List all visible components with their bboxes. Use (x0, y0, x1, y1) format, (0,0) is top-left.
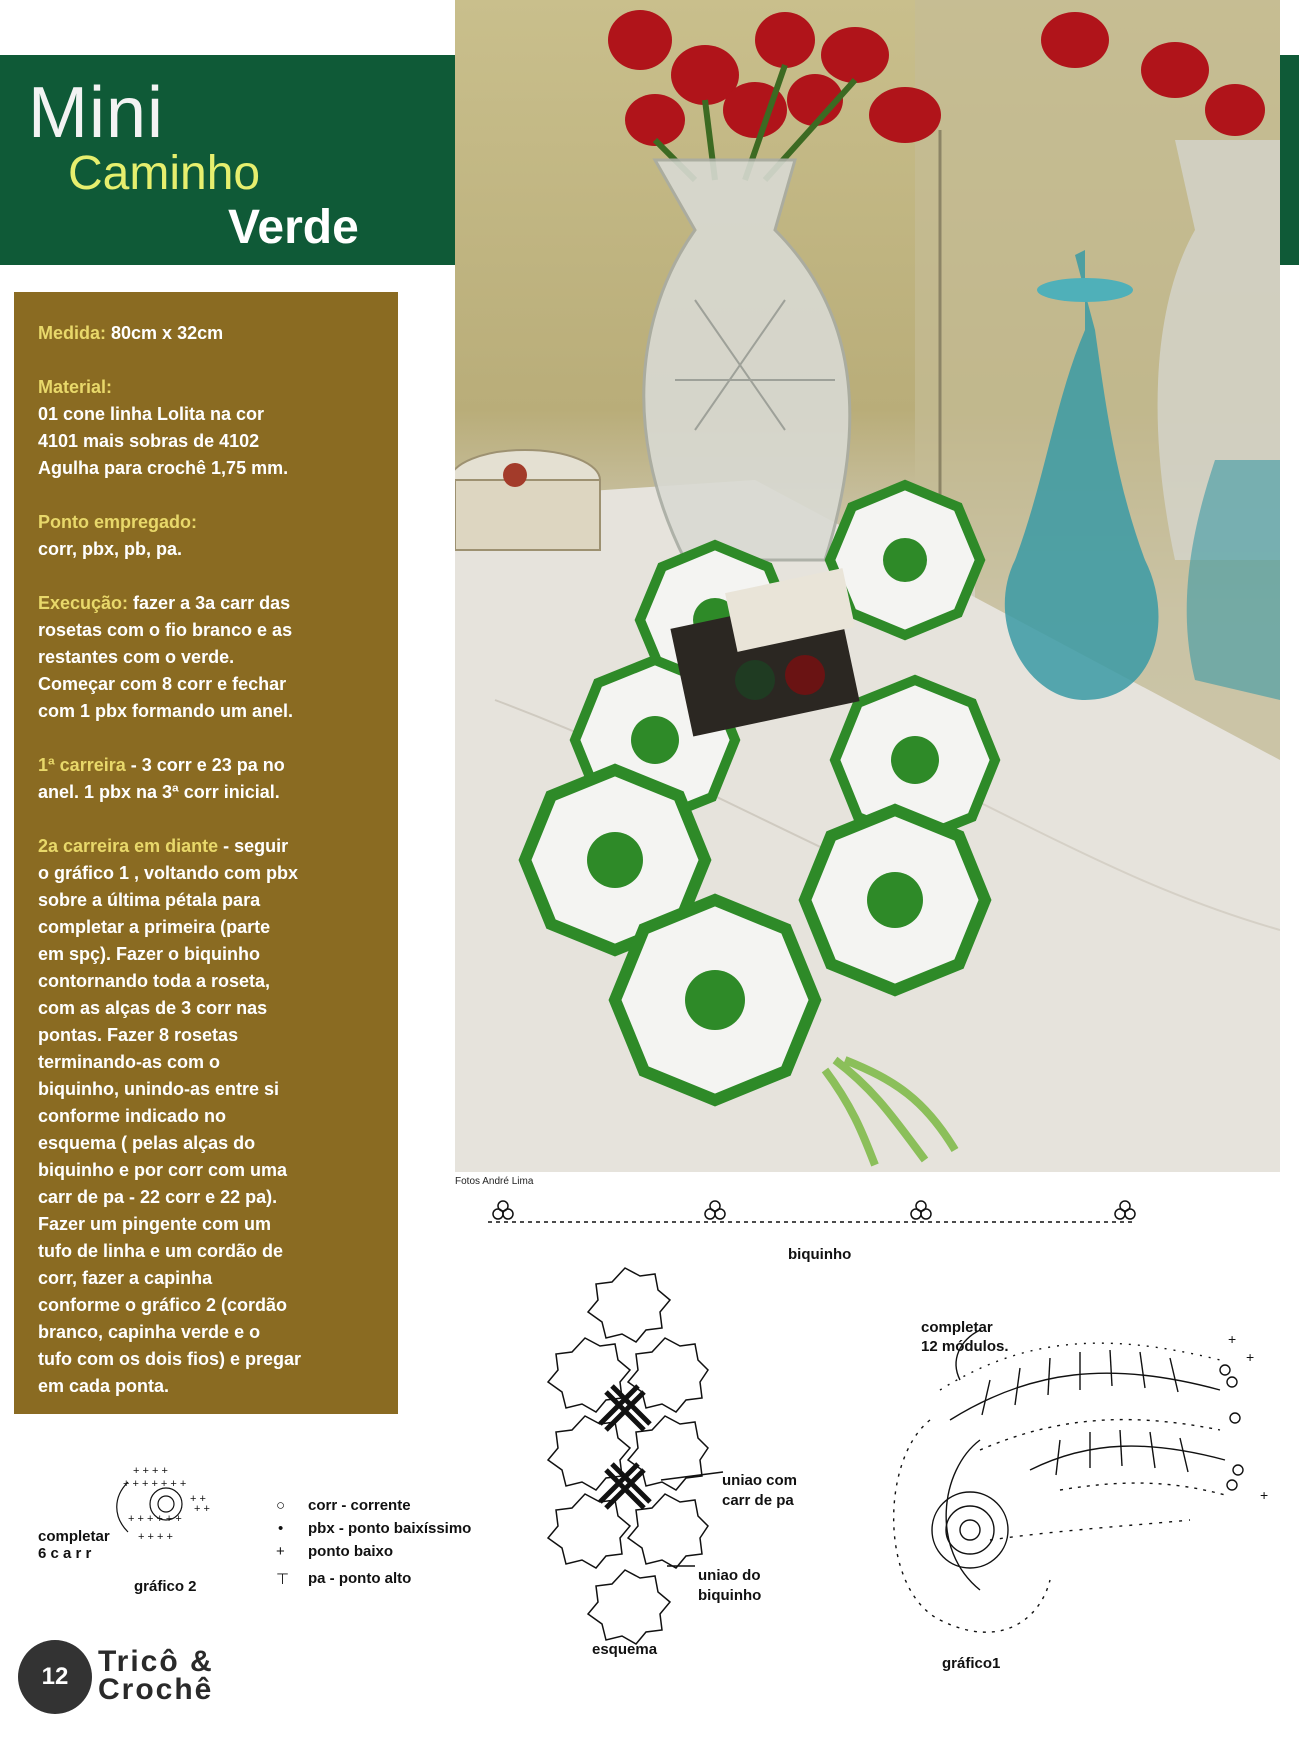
carreira1-label: 1ª carreira (38, 755, 126, 775)
carreira2-line: com as alças de 3 corr nas (38, 998, 268, 1018)
uniao-biquinho-line: biquinho (698, 1587, 762, 1604)
title-line-3: Verde (228, 201, 359, 254)
photo-credit: Fotos André Lima (455, 1176, 534, 1187)
carreira2-line: em cada ponta. (38, 1376, 170, 1396)
carreira1-line: anel. 1 pbx na 3ª corr inicial. (38, 782, 280, 802)
uniao-biquinho-label (698, 1566, 761, 1606)
medida-label: Medida: (38, 323, 107, 343)
carreira2-line: completar a primeira (parte (38, 917, 271, 937)
carreira2-line: biquinho, unindo-as entre si (38, 1079, 279, 1099)
ponto-value: corr, pbx, pb, pa. (38, 539, 183, 559)
legend-item-pb: ponto baixo (308, 1543, 393, 1560)
execucao-line: fazer a 3a carr das (128, 593, 291, 613)
material-section (38, 374, 384, 482)
carreira2-line: pontas. Fazer 8 rosetas (38, 1025, 239, 1045)
carreira2-line: o gráfico 1 , voltando com pbx (38, 863, 299, 883)
material-label: Material: (38, 377, 113, 397)
ponto-label: Ponto empregado: (38, 512, 198, 532)
carreira2-label: 2a carreira em diante (38, 836, 219, 856)
biquinho-chart (480, 1196, 1170, 1236)
execucao-label: Execução: (38, 593, 129, 613)
svg-text:+ + + + + +: + + + + + + (128, 1513, 182, 1525)
execucao-line: restantes com o verde. (38, 647, 235, 667)
material-line: Agulha para crochê 1,75 mm. (38, 458, 289, 478)
material-line: 01 cone linha Lolita na cor (38, 404, 265, 424)
execucao-line: Começar com 8 corr e fechar (38, 674, 287, 694)
double-crochet-symbol-icon: ⊤ (276, 1571, 290, 1588)
carreira2-section (38, 833, 384, 1400)
grafico2-diagram (108, 1462, 223, 1547)
product-photo (455, 0, 1280, 1172)
legend-item-pa: pa - ponto alto (308, 1570, 412, 1587)
material-line: 4101 mais sobras de 4102 (38, 431, 260, 451)
carreira2-line: tufo de linha e um cordão de (38, 1241, 284, 1261)
completar12-line: 12 módulos. (921, 1338, 1009, 1355)
esquema-diagram (540, 1266, 710, 1646)
svg-text:+: + (1246, 1349, 1255, 1365)
slip-stitch-symbol-icon: • (278, 1520, 284, 1537)
execucao-line: com 1 pbx formando um anel. (38, 701, 294, 721)
svg-text:+: + (1228, 1331, 1237, 1347)
ponto-section (38, 509, 384, 563)
carreira2-line: sobre a última pétala para (38, 890, 261, 910)
carreira2-line: branco, capinha verde e o (38, 1322, 261, 1342)
carreira2-line: Fazer um pingente com um (38, 1214, 272, 1234)
uniao-biquinho-line: uniao do (698, 1567, 761, 1584)
uniao-carr-label (722, 1471, 797, 1511)
logo-line-1: Tricô & (98, 1645, 214, 1678)
logo-line-2: Crochê (98, 1673, 214, 1706)
legend-item-pbx: pbx - ponto baixíssimo (308, 1520, 472, 1537)
carreira2-line: corr, fazer a capinha (38, 1268, 213, 1288)
carreira2-line: esquema ( pelas alças do (38, 1133, 256, 1153)
magazine-logo (98, 1645, 214, 1706)
svg-text:+ + + + + + +: + + + + + + + (123, 1478, 187, 1490)
svg-text:+ + + +: + + + + (133, 1465, 168, 1477)
uniao-carr-line: carr de pa (722, 1492, 794, 1509)
completar12-line: completar (921, 1319, 993, 1336)
esquema-caption: esquema (592, 1641, 658, 1658)
medida-value: 80cm x 32cm (106, 323, 224, 343)
legend-item-corr: corr - corrente (308, 1497, 411, 1514)
medida-section (38, 320, 384, 347)
execucao-line: rosetas com o fio branco e as (38, 620, 293, 640)
title-banner-edge (1280, 55, 1299, 265)
carreira2-line: - seguir (218, 836, 289, 856)
carreira2-line: tufo com os dois fios) e pregar (38, 1349, 302, 1369)
carreira2-line: em spç). Fazer o biquinho (38, 944, 261, 964)
grafico1-diagram (860, 1320, 1280, 1640)
page-number: 12 (18, 1640, 92, 1714)
single-crochet-symbol-icon: + (276, 1543, 285, 1560)
uniao-carr-line: uniao com (722, 1472, 798, 1489)
instructions-panel (14, 292, 398, 1414)
grafico2-caption: gráfico 2 (134, 1578, 197, 1595)
esquema-pointers (655, 1470, 725, 1570)
carreira2-line: carr de pa - 22 corr e 22 pa). (38, 1187, 278, 1207)
completar6-label (38, 1528, 110, 1562)
carreira2-line: terminando-as com o (38, 1052, 221, 1072)
grafico1-caption: gráfico1 (942, 1655, 1001, 1672)
execucao-section (38, 590, 384, 725)
carreira2-line: conforme o gráfico 2 (cordão (38, 1295, 288, 1315)
carreira2-line: biquinho e por corr com uma (38, 1160, 288, 1180)
svg-text:+ +: + + (190, 1493, 206, 1505)
svg-text:+ +: + + (194, 1503, 210, 1515)
carreira2-line: conforme indicado no (38, 1106, 227, 1126)
completar6-line: completar (38, 1528, 110, 1545)
svg-text:+: + (1260, 1487, 1269, 1503)
title-line-2: Caminho (68, 147, 261, 200)
carreira1-line: - 3 corr e 23 pa no (125, 755, 285, 775)
chain-symbol-icon: ○ (276, 1497, 286, 1514)
biquinho-caption: biquinho (788, 1246, 852, 1263)
photo-illustration (455, 0, 1280, 1172)
carreira2-line: contornando toda a roseta, (38, 971, 271, 991)
svg-text:+ + + +: + + + + (138, 1531, 173, 1543)
title-line-1: Mini (28, 73, 165, 153)
completar6-line: 6 c a r r (38, 1545, 92, 1562)
carreira1-section (38, 752, 384, 806)
